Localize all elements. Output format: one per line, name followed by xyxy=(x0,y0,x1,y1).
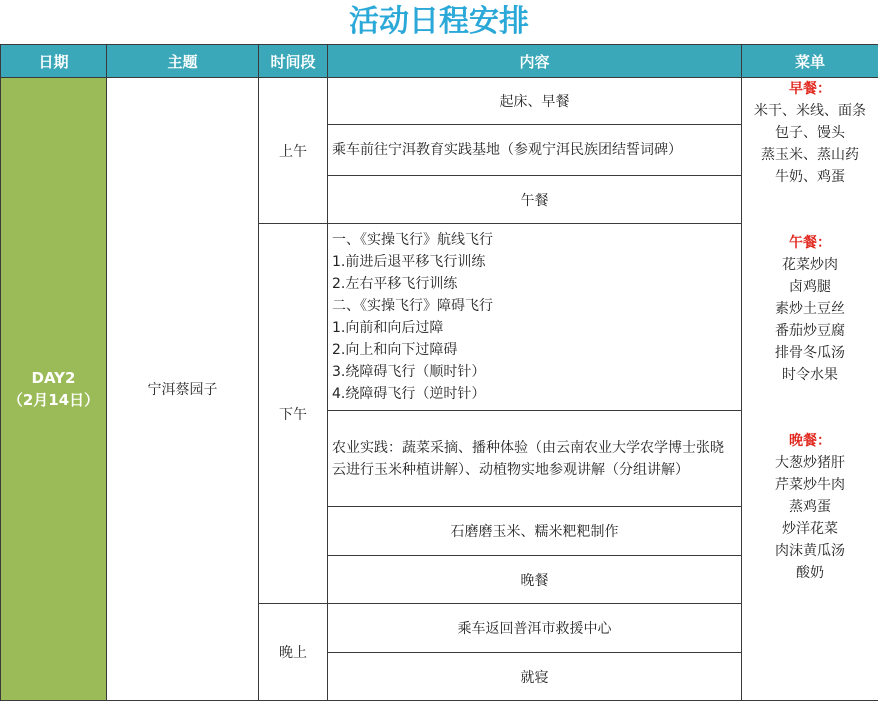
content-bus-to-base: 乘车前往宁洱教育实践基地（参观宁洱民族团结誓词碑） xyxy=(328,125,742,176)
breakfast-label: 早餐： xyxy=(742,78,878,100)
day-date: （2月14日） xyxy=(1,389,106,411)
header-time: 时间段 xyxy=(259,45,328,78)
content-sleep: 就寝 xyxy=(328,653,742,701)
day-label: DAY2 xyxy=(1,367,106,389)
menu-item: 大葱炒猪肝 xyxy=(742,452,878,474)
content-corn-grinding: 石磨磨玉米、糯米粑粑制作 xyxy=(328,507,742,556)
menu-item: 牛奶、鸡蛋 xyxy=(742,166,878,188)
period-morning: 上午 xyxy=(259,78,328,224)
list-item: 2.向上和向下过障碍 xyxy=(332,339,737,361)
header-content: 内容 xyxy=(328,45,742,78)
day-cell xyxy=(1,78,107,701)
menu-item: 炒洋花菜 xyxy=(742,518,878,540)
header-menu: 菜单 xyxy=(742,45,878,78)
header-row xyxy=(1,45,878,78)
menu-item: 包子、馒头 xyxy=(742,122,878,144)
menu-cell xyxy=(742,78,878,701)
table-row xyxy=(1,78,878,125)
content-bus-return: 乘车返回普洱市救援中心 xyxy=(328,604,742,653)
menu-item: 芹菜炒牛肉 xyxy=(742,474,878,496)
list-item: 一、《实操飞行》航线飞行 xyxy=(332,229,737,251)
menu-item: 蒸玉米、蒸山药 xyxy=(742,144,878,166)
dinner-label: 晚餐： xyxy=(742,430,878,452)
header-topic: 主题 xyxy=(107,45,259,78)
content-wakeup-breakfast: 起床、早餐 xyxy=(328,78,742,125)
list-item: 1.前进后退平移飞行训练 xyxy=(332,251,737,273)
menu-item: 排骨冬瓜汤 xyxy=(742,342,878,364)
lunch-label: 午餐： xyxy=(742,232,878,254)
content-flight-training xyxy=(328,224,742,411)
menu-item: 番茄炒豆腐 xyxy=(742,320,878,342)
menu-item: 酸奶 xyxy=(742,562,878,584)
schedule-table xyxy=(0,44,878,701)
menu-breakfast xyxy=(742,78,878,188)
menu-item: 米干、米线、面条 xyxy=(742,100,878,122)
menu-item: 时令水果 xyxy=(742,364,878,386)
period-evening: 晚上 xyxy=(259,604,328,701)
menu-item: 卤鸡腿 xyxy=(742,276,878,298)
menu-dinner xyxy=(742,430,878,584)
menu-lunch xyxy=(742,232,878,386)
list-item: 1.向前和向后过障 xyxy=(332,317,737,339)
header-date: 日期 xyxy=(1,45,107,78)
period-afternoon: 下午 xyxy=(259,224,328,604)
content-dinner: 晚餐 xyxy=(328,556,742,604)
page-title: 活动日程安排 xyxy=(0,0,878,44)
list-item: 二、《实操飞行》障碍飞行 xyxy=(332,295,737,317)
menu-item: 素炒土豆丝 xyxy=(742,298,878,320)
content-lunch: 午餐 xyxy=(328,176,742,224)
menu-item: 花菜炒肉 xyxy=(742,254,878,276)
list-item: 4.绕障碍飞行（逆时针） xyxy=(332,383,737,405)
list-item: 3.绕障碍飞行（顺时针） xyxy=(332,361,737,383)
menu-item: 蒸鸡蛋 xyxy=(742,496,878,518)
menu-item: 肉沫黄瓜汤 xyxy=(742,540,878,562)
content-farm-practice: 农业实践：蔬菜采摘、播种体验（由云南农业大学农学博士张晓云进行玉米种植讲解）、动植物实地参观讲解（分组讲解） xyxy=(328,411,742,507)
list-item: 2.左右平移飞行训练 xyxy=(332,273,737,295)
topic-cell: 宁洱蔡园子 xyxy=(107,78,259,701)
